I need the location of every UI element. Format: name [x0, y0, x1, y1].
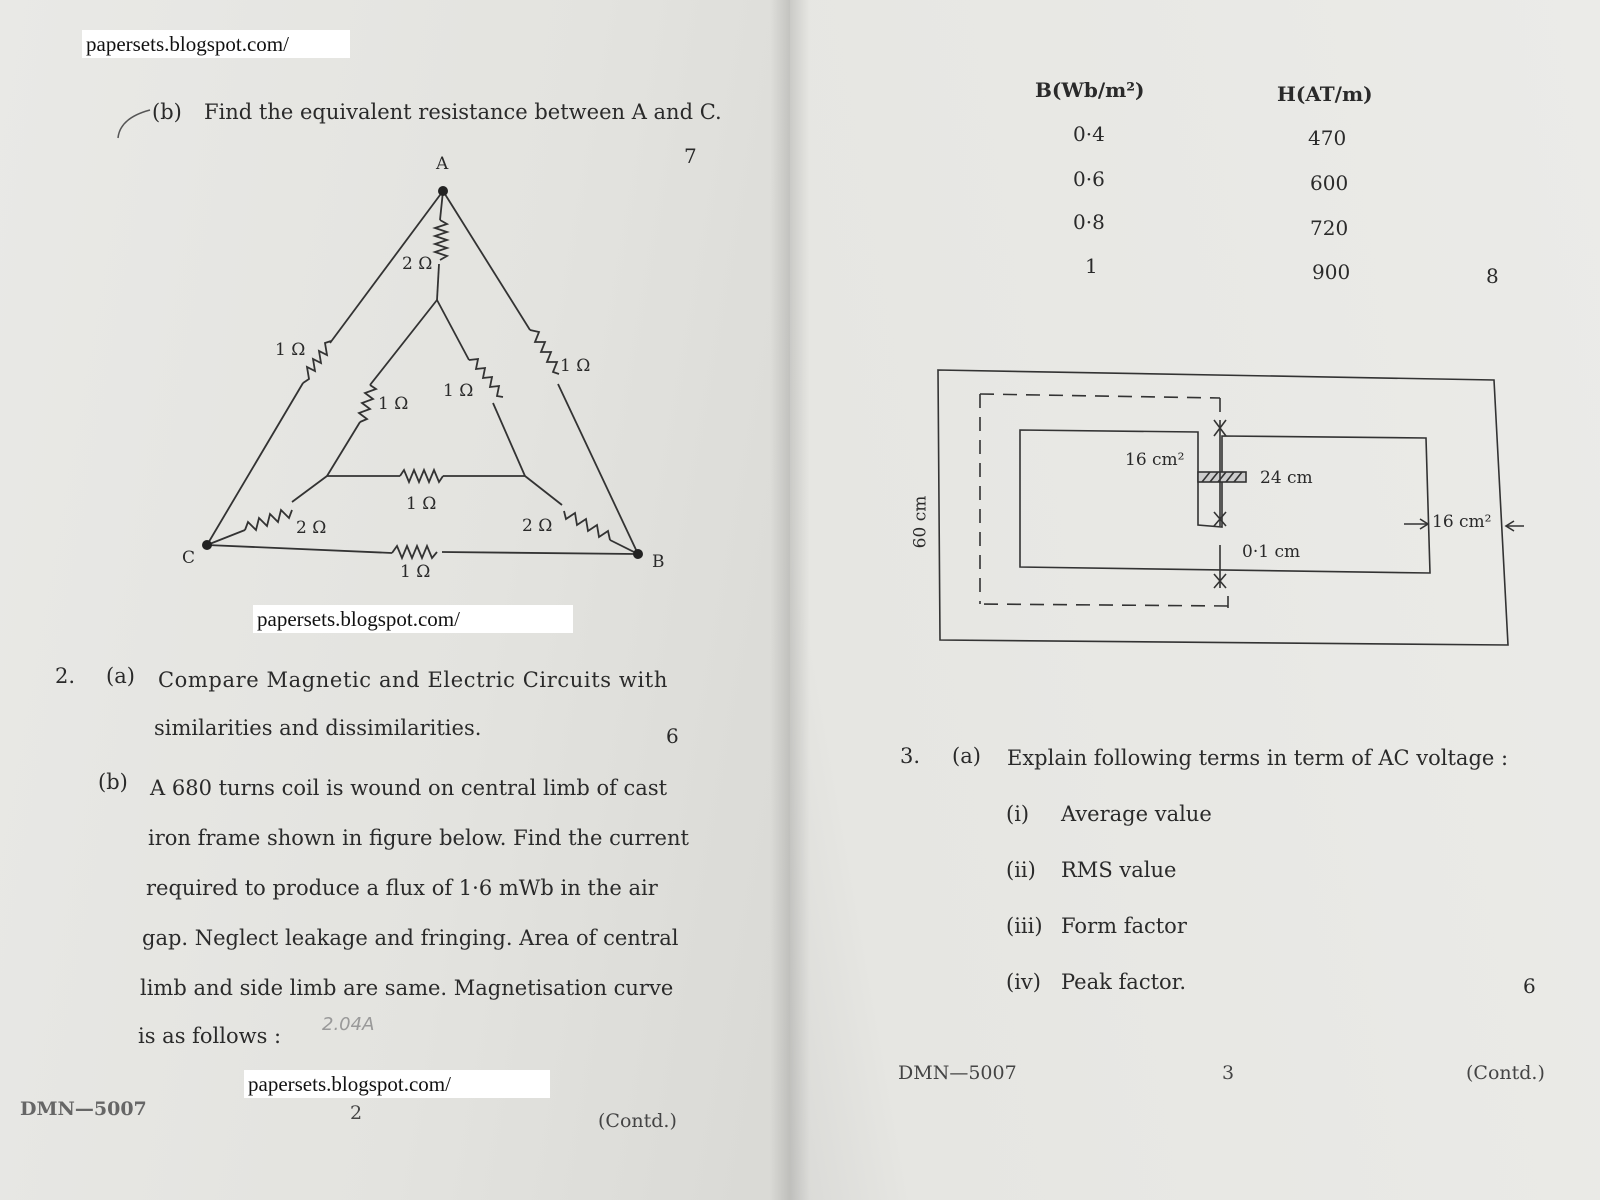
resistor-label: 1 Ω	[400, 562, 431, 582]
footer-contd: (Contd.)	[1466, 1062, 1545, 1084]
q2a-line: similarities and dissimilarities.	[154, 716, 482, 740]
q2b-line: required to produce a flux of 1·6 mWb in the air	[146, 876, 658, 900]
footer-contd: (Contd.)	[598, 1110, 677, 1132]
table-cell: 0·8	[1073, 210, 1105, 234]
watermark: papersets.blogspot.com/	[82, 30, 350, 58]
resistor-label: 1 Ω	[406, 494, 437, 514]
q3-item-label: (iii)	[1006, 914, 1043, 938]
table-cell: 0·6	[1073, 167, 1105, 191]
node-c-dot	[202, 540, 212, 550]
q3a-text: Explain following terms in term of AC voltage :	[1007, 746, 1509, 770]
watermark: papersets.blogspot.com/	[253, 605, 573, 633]
footer-code: DMN—5007	[20, 1098, 147, 1120]
table-cell: 900	[1312, 260, 1351, 284]
page-fold-shadow	[770, 0, 810, 1200]
resistor-label: 1 Ω	[443, 381, 474, 401]
table-cell: 600	[1310, 171, 1349, 195]
q3-item-text: Form factor	[1061, 914, 1187, 938]
table-marks: 8	[1486, 264, 1499, 288]
node-a-label: A	[436, 154, 449, 174]
table-cell: 470	[1308, 126, 1347, 150]
table-cell: 1	[1085, 254, 1098, 278]
q3-item-text: Average value	[1061, 802, 1212, 826]
right-page	[790, 0, 1600, 1200]
q2b-line: iron frame shown in figure below. Find the current	[148, 826, 689, 850]
resistor-label: 1 Ω	[275, 340, 306, 360]
q3-item-label: (ii)	[1006, 858, 1036, 882]
node-a-dot	[438, 186, 448, 196]
q2b-label: (b)	[98, 770, 128, 794]
resistor-label: 1 Ω	[560, 356, 591, 376]
q2b-line: limb and side limb are same. Magnetisation curve	[140, 976, 674, 1000]
node-c-label: C	[182, 548, 196, 568]
q3-item-text: RMS value	[1061, 858, 1177, 882]
watermark: papersets.blogspot.com/	[244, 1070, 550, 1098]
table-header: B(Wb/m²)	[1035, 78, 1145, 102]
q2b-line: is as follows :	[138, 1024, 282, 1048]
q3a-label: (a)	[952, 744, 981, 768]
table-cell: 720	[1310, 216, 1349, 240]
q1b-text: Find the equivalent resistance between A and C.	[204, 100, 722, 124]
q3-marks: 6	[1523, 974, 1536, 998]
footer-page-number: 2	[350, 1102, 363, 1124]
q3-item-label: (i)	[1006, 802, 1030, 826]
q3-number: 3.	[900, 744, 921, 768]
q2b-line: gap. Neglect leakage and fringing. Area of central	[142, 926, 679, 950]
q2b-line: A 680 turns coil is wound on central limb of cast	[150, 776, 668, 800]
figure-label: 16 cm²	[1125, 450, 1185, 470]
q1b-label: (b)	[152, 100, 182, 124]
q3-item-text: Peak factor.	[1061, 970, 1187, 994]
footer-page-number: 3	[1222, 1062, 1235, 1084]
q2a-line: Compare Magnetic and Electric Circuits with	[158, 668, 668, 692]
node-b-dot	[633, 549, 643, 559]
resistor-label: 1 Ω	[378, 394, 409, 414]
table-cell: 0·4	[1073, 122, 1105, 146]
q2a-label: (a)	[106, 664, 135, 688]
left-page	[0, 0, 790, 1200]
resistor-label: 2 Ω	[522, 516, 553, 536]
table-header: H(AT/m)	[1277, 82, 1373, 106]
q1b-marks: 7	[684, 144, 697, 168]
handwritten-answer: 2.04A	[322, 1014, 375, 1035]
resistor-label: 2 Ω	[402, 254, 433, 274]
circuit-diagram	[0, 0, 790, 620]
figure-label: 60 cm	[910, 495, 931, 549]
node-b-label: B	[652, 552, 665, 572]
q2a-marks: 6	[666, 724, 679, 748]
figure-label: 0·1 cm	[1242, 542, 1301, 562]
iron-frame-diagram	[790, 0, 1600, 660]
figure-label: 16 cm²	[1432, 512, 1492, 532]
figure-label: 24 cm	[1260, 468, 1313, 488]
q3-item-label: (iv)	[1006, 970, 1041, 994]
footer-code: DMN—5007	[898, 1062, 1017, 1084]
q2-number: 2.	[55, 664, 76, 688]
resistor-label: 2 Ω	[296, 518, 327, 538]
